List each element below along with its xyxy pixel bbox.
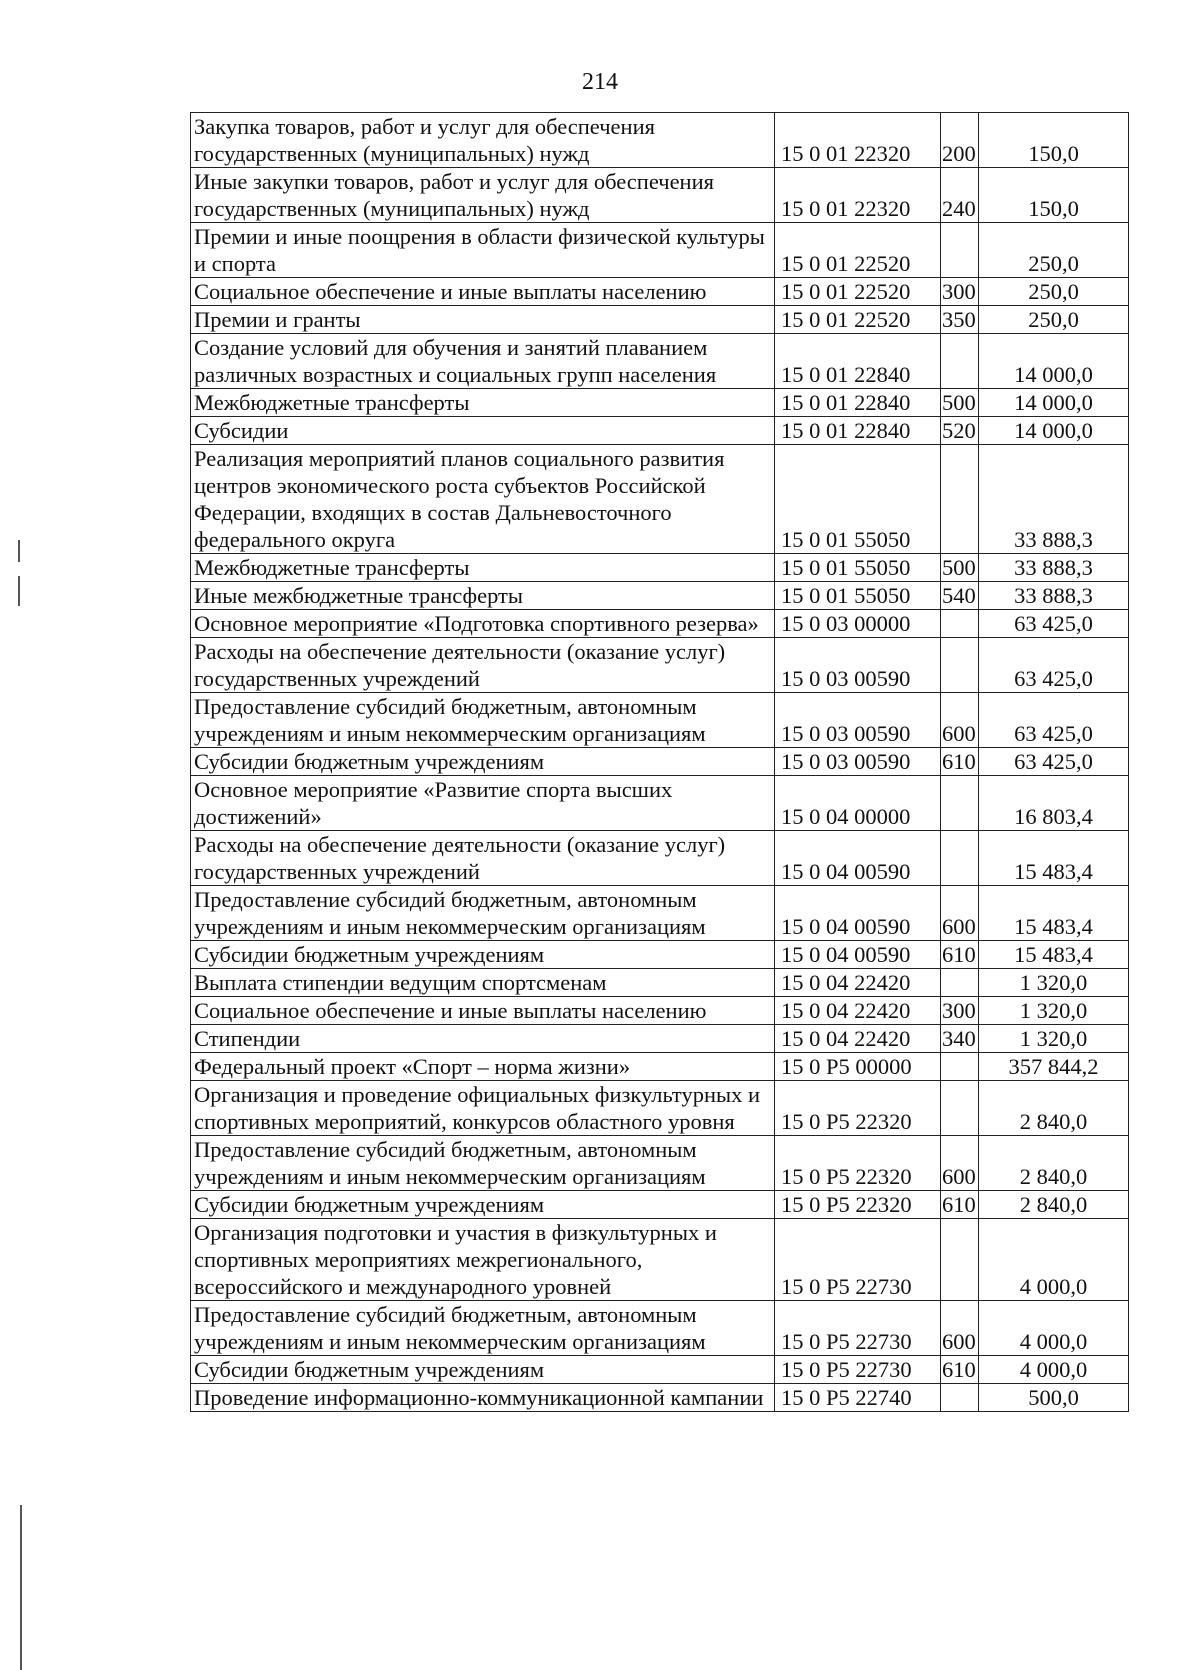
table-cell-expense-type bbox=[941, 223, 979, 278]
table-cell-name: Субсидии бюджетным учреждениям bbox=[191, 1191, 775, 1219]
table-cell-code: 15 0 04 22420 bbox=[775, 969, 941, 997]
table-row bbox=[191, 997, 1129, 1025]
scan-mark bbox=[18, 540, 20, 562]
table-row bbox=[191, 1301, 1129, 1356]
table-row bbox=[191, 1136, 1129, 1191]
table-cell-name: Закупка товаров, работ и услуг для обеспечения государственных (муниципальных) нужд bbox=[191, 113, 775, 168]
table-row bbox=[191, 389, 1129, 417]
table-cell-amount: 1 320,0 bbox=[979, 969, 1129, 997]
budget-table-body bbox=[191, 113, 1129, 1412]
table-cell-expense-type: 600 bbox=[941, 1301, 979, 1356]
table-row bbox=[191, 638, 1129, 693]
table-cell-amount: 63 425,0 bbox=[979, 638, 1129, 693]
table-cell-name: Субсидии бюджетным учреждениям bbox=[191, 941, 775, 969]
table-cell-expense-type: 610 bbox=[941, 1356, 979, 1384]
table-cell-code: 15 0 03 00590 bbox=[775, 693, 941, 748]
table-cell-expense-type: 610 bbox=[941, 1191, 979, 1219]
table-cell-amount: 250,0 bbox=[979, 306, 1129, 334]
table-cell-name: Основное мероприятие «Развитие спорта высших достижений» bbox=[191, 776, 775, 831]
table-row bbox=[191, 1053, 1129, 1081]
table-cell-code: 15 0 04 22420 bbox=[775, 1025, 941, 1053]
table-cell-expense-type bbox=[941, 334, 979, 389]
table-cell-name: Субсидии бюджетным учреждениям bbox=[191, 1356, 775, 1384]
table-cell-name: Межбюджетные трансферты bbox=[191, 554, 775, 582]
table-cell-code: 15 0 03 00000 bbox=[775, 610, 941, 638]
table-cell-name: Стипендии bbox=[191, 1025, 775, 1053]
table-cell-name: Проведение информационно-коммуникационной кампании bbox=[191, 1384, 775, 1412]
table-row bbox=[191, 1081, 1129, 1136]
table-cell-amount: 4 000,0 bbox=[979, 1301, 1129, 1356]
table-cell-amount: 33 888,3 bbox=[979, 445, 1129, 554]
table-cell-amount: 4 000,0 bbox=[979, 1356, 1129, 1384]
table-cell-amount: 15 483,4 bbox=[979, 886, 1129, 941]
table-row bbox=[191, 445, 1129, 554]
table-cell-expense-type: 610 bbox=[941, 748, 979, 776]
table-cell-expense-type bbox=[941, 1081, 979, 1136]
table-cell-code: 15 0 01 22840 bbox=[775, 334, 941, 389]
table-cell-amount: 2 840,0 bbox=[979, 1136, 1129, 1191]
table-cell-name: Субсидии бюджетным учреждениям bbox=[191, 748, 775, 776]
table-row bbox=[191, 886, 1129, 941]
table-row bbox=[191, 582, 1129, 610]
table-cell-amount: 14 000,0 bbox=[979, 334, 1129, 389]
table-cell-name: Предоставление субсидий бюджетным, автономным учреждениям и иным некоммерческим организациям bbox=[191, 1136, 775, 1191]
table-cell-code: 15 0 01 22840 bbox=[775, 417, 941, 445]
table-cell-expense-type bbox=[941, 1053, 979, 1081]
table-cell-name: Создание условий для обучения и занятий плаванием различных возрастных и социальных групп населения bbox=[191, 334, 775, 389]
table-cell-expense-type: 540 bbox=[941, 582, 979, 610]
table-cell-expense-type bbox=[941, 776, 979, 831]
table-cell-expense-type bbox=[941, 969, 979, 997]
table-cell-name: Иные закупки товаров, работ и услуг для обеспечения государственных (муниципальных) нужд bbox=[191, 168, 775, 223]
table-cell-amount: 1 320,0 bbox=[979, 1025, 1129, 1053]
table-row bbox=[191, 306, 1129, 334]
table-cell-amount: 63 425,0 bbox=[979, 693, 1129, 748]
table-cell-name: Субсидии bbox=[191, 417, 775, 445]
table-cell-name: Организация и проведение официальных физкультурных и спортивных мероприятий, конкурсов областного уровня bbox=[191, 1081, 775, 1136]
table-row bbox=[191, 1356, 1129, 1384]
table-cell-amount: 4 000,0 bbox=[979, 1219, 1129, 1301]
table-row bbox=[191, 278, 1129, 306]
table-cell-code: 15 0 04 00590 bbox=[775, 941, 941, 969]
table-cell-expense-type: 600 bbox=[941, 1136, 979, 1191]
table-row bbox=[191, 113, 1129, 168]
table-cell-name: Предоставление субсидий бюджетным, автономным учреждениям и иным некоммерческим организациям bbox=[191, 1301, 775, 1356]
scan-mark bbox=[20, 1505, 22, 1670]
table-row bbox=[191, 941, 1129, 969]
table-cell-expense-type: 340 bbox=[941, 1025, 979, 1053]
table-cell-code: 15 0 01 55050 bbox=[775, 554, 941, 582]
table-cell-code: 15 0 P5 22320 bbox=[775, 1136, 941, 1191]
table-cell-expense-type: 300 bbox=[941, 997, 979, 1025]
table-cell-code: 15 0 01 55050 bbox=[775, 445, 941, 554]
table-cell-amount: 250,0 bbox=[979, 223, 1129, 278]
table-cell-amount: 1 320,0 bbox=[979, 997, 1129, 1025]
table-cell-amount: 2 840,0 bbox=[979, 1081, 1129, 1136]
table-cell-code: 15 0 01 22520 bbox=[775, 278, 941, 306]
table-cell-expense-type bbox=[941, 610, 979, 638]
table-row bbox=[191, 1219, 1129, 1301]
table-cell-expense-type bbox=[941, 638, 979, 693]
table-cell-amount: 150,0 bbox=[979, 168, 1129, 223]
table-row bbox=[191, 1191, 1129, 1219]
table-cell-code: 15 0 04 00590 bbox=[775, 831, 941, 886]
table-cell-expense-type: 240 bbox=[941, 168, 979, 223]
table-cell-code: 15 0 03 00590 bbox=[775, 748, 941, 776]
table-cell-amount: 14 000,0 bbox=[979, 417, 1129, 445]
table-cell-expense-type: 500 bbox=[941, 554, 979, 582]
table-cell-code: 15 0 P5 00000 bbox=[775, 1053, 941, 1081]
table-cell-code: 15 0 04 00590 bbox=[775, 886, 941, 941]
table-cell-amount: 16 803,4 bbox=[979, 776, 1129, 831]
table-row bbox=[191, 334, 1129, 389]
table-cell-expense-type bbox=[941, 831, 979, 886]
table-cell-code: 15 0 P5 22730 bbox=[775, 1356, 941, 1384]
table-row bbox=[191, 748, 1129, 776]
table-row bbox=[191, 693, 1129, 748]
table-cell-name: Расходы на обеспечение деятельности (оказание услуг) государственных учреждений bbox=[191, 638, 775, 693]
table-cell-code: 15 0 P5 22320 bbox=[775, 1191, 941, 1219]
table-cell-expense-type: 200 bbox=[941, 113, 979, 168]
table-cell-name: Федеральный проект «Спорт – норма жизни» bbox=[191, 1053, 775, 1081]
table-cell-name: Предоставление субсидий бюджетным, автономным учреждениям и иным некоммерческим организациям bbox=[191, 886, 775, 941]
table-cell-amount: 357 844,2 bbox=[979, 1053, 1129, 1081]
table-cell-code: 15 0 01 22520 bbox=[775, 306, 941, 334]
table-cell-expense-type bbox=[941, 1384, 979, 1412]
table-cell-code: 15 0 01 22840 bbox=[775, 389, 941, 417]
table-row bbox=[191, 168, 1129, 223]
table-cell-expense-type bbox=[941, 1219, 979, 1301]
scan-mark bbox=[18, 576, 20, 606]
table-cell-amount: 2 840,0 bbox=[979, 1191, 1129, 1219]
table-cell-code: 15 0 P5 22730 bbox=[775, 1301, 941, 1356]
table-cell-name: Социальное обеспечение и иные выплаты населению bbox=[191, 278, 775, 306]
table-cell-expense-type: 520 bbox=[941, 417, 979, 445]
table-cell-amount: 250,0 bbox=[979, 278, 1129, 306]
table-cell-name: Реализация мероприятий планов социального развития центров экономического роста субъектов Российской Федерации, входящих в состав Дальневосточного федерального округа bbox=[191, 445, 775, 554]
table-cell-amount: 33 888,3 bbox=[979, 554, 1129, 582]
table-cell-expense-type: 350 bbox=[941, 306, 979, 334]
table-cell-expense-type: 500 bbox=[941, 389, 979, 417]
table-cell-name: Премии и иные поощрения в области физической культуры и спорта bbox=[191, 223, 775, 278]
table-cell-amount: 63 425,0 bbox=[979, 748, 1129, 776]
table-cell-name: Межбюджетные трансферты bbox=[191, 389, 775, 417]
table-cell-name: Социальное обеспечение и иные выплаты населению bbox=[191, 997, 775, 1025]
table-cell-amount: 15 483,4 bbox=[979, 831, 1129, 886]
table-cell-code: 15 0 P5 22740 bbox=[775, 1384, 941, 1412]
table-row bbox=[191, 776, 1129, 831]
table-cell-code: 15 0 P5 22320 bbox=[775, 1081, 941, 1136]
table-cell-amount: 14 000,0 bbox=[979, 389, 1129, 417]
table-cell-expense-type: 300 bbox=[941, 278, 979, 306]
table-cell-code: 15 0 01 22520 bbox=[775, 223, 941, 278]
table-cell-name: Организация подготовки и участия в физкультурных и спортивных мероприятиях межрегионального, всероссийского и международного уровней bbox=[191, 1219, 775, 1301]
table-cell-expense-type: 610 bbox=[941, 941, 979, 969]
table-cell-code: 15 0 04 00000 bbox=[775, 776, 941, 831]
table-cell-code: 15 0 01 55050 bbox=[775, 582, 941, 610]
table-cell-code: 15 0 P5 22730 bbox=[775, 1219, 941, 1301]
table-row bbox=[191, 831, 1129, 886]
table-row bbox=[191, 223, 1129, 278]
table-cell-amount: 33 888,3 bbox=[979, 582, 1129, 610]
budget-table bbox=[190, 112, 1129, 1412]
table-cell-amount: 150,0 bbox=[979, 113, 1129, 168]
table-row bbox=[191, 1384, 1129, 1412]
table-row bbox=[191, 969, 1129, 997]
table-cell-amount: 500,0 bbox=[979, 1384, 1129, 1412]
table-cell-amount: 15 483,4 bbox=[979, 941, 1129, 969]
table-row bbox=[191, 610, 1129, 638]
table-cell-expense-type: 600 bbox=[941, 693, 979, 748]
table-cell-name: Основное мероприятие «Подготовка спортивного резерва» bbox=[191, 610, 775, 638]
table-cell-code: 15 0 01 22320 bbox=[775, 113, 941, 168]
table-cell-code: 15 0 04 22420 bbox=[775, 997, 941, 1025]
table-cell-name: Расходы на обеспечение деятельности (оказание услуг) государственных учреждений bbox=[191, 831, 775, 886]
table-row bbox=[191, 554, 1129, 582]
table-row bbox=[191, 417, 1129, 445]
table-cell-name: Предоставление субсидий бюджетным, автономным учреждениям и иным некоммерческим организациям bbox=[191, 693, 775, 748]
table-cell-code: 15 0 01 22320 bbox=[775, 168, 941, 223]
table-cell-expense-type bbox=[941, 445, 979, 554]
table-row bbox=[191, 1025, 1129, 1053]
table-cell-name: Иные межбюджетные трансферты bbox=[191, 582, 775, 610]
table-cell-name: Выплата стипендии ведущим спортсменам bbox=[191, 969, 775, 997]
table-cell-expense-type: 600 bbox=[941, 886, 979, 941]
table-cell-amount: 63 425,0 bbox=[979, 610, 1129, 638]
table-cell-name: Премии и гранты bbox=[191, 306, 775, 334]
page-number: 214 bbox=[582, 69, 618, 95]
table-cell-code: 15 0 03 00590 bbox=[775, 638, 941, 693]
